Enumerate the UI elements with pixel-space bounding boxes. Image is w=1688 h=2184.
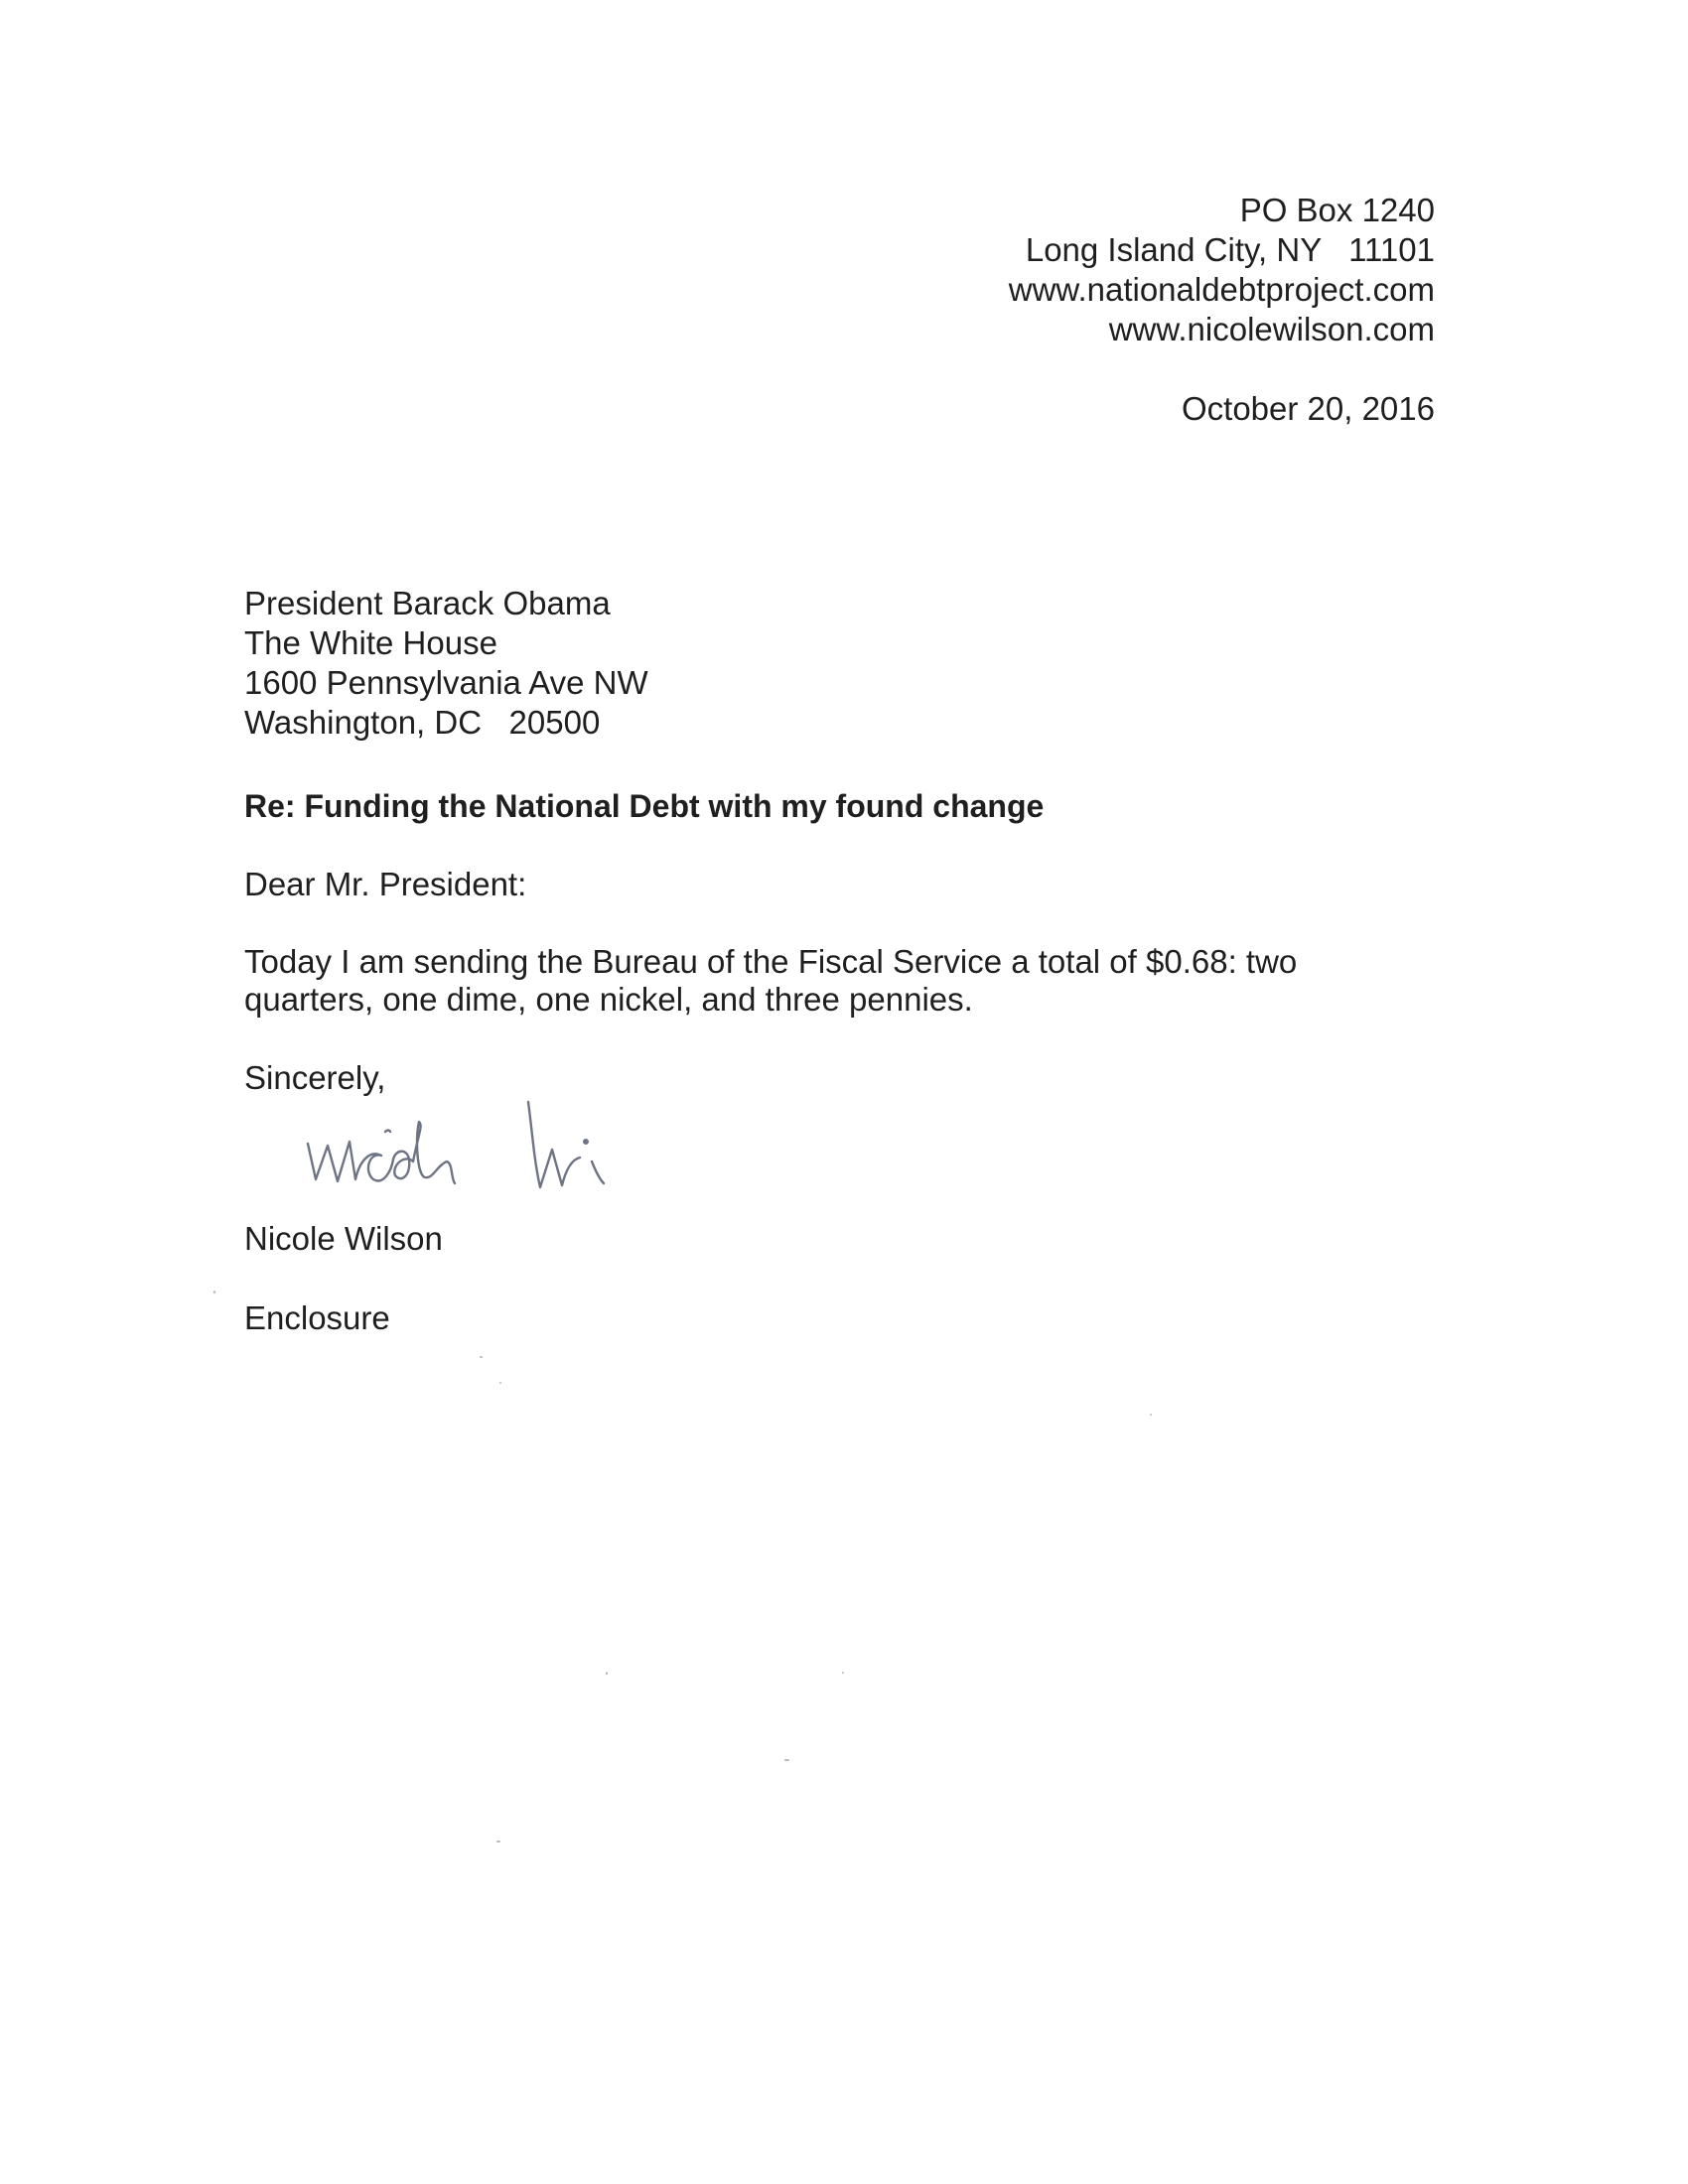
- sender-city-state-zip: Long Island City, NY 11101: [1025, 231, 1435, 268]
- sender-address-block: [1009, 191, 1435, 349]
- recipient-organization: The White House: [244, 624, 497, 661]
- scan-speck: [606, 1672, 608, 1675]
- recipient-name: President Barack Obama: [244, 585, 611, 621]
- handwritten-signature-icon: [298, 1092, 675, 1201]
- sender-website-national-debt-project: www.nationaldebtproject.com: [1008, 271, 1435, 308]
- scan-speck: [496, 1841, 500, 1843]
- recipient-street: 1600 Pennsylvania Ave NW: [244, 664, 648, 701]
- recipient-city-state-zip: Washington, DC 20500: [244, 704, 601, 741]
- scan-speck: [1150, 1414, 1152, 1416]
- enclosure-notation: Enclosure: [244, 1299, 390, 1336]
- salutation: Dear Mr. President:: [244, 866, 527, 902]
- letter-date: October 20, 2016: [1181, 390, 1435, 427]
- scan-speck: [784, 1759, 789, 1761]
- recipient-address-block: [244, 584, 648, 743]
- body-paragraph: Today I am sending the Bureau of the Fiscal Service a total of $0.68: two quarters, one dime, one nickel, and three pennies.: [244, 943, 1298, 1018]
- subject-line: Re: Funding the National Debt with my found change: [244, 788, 1045, 824]
- scan-speck: [480, 1356, 483, 1358]
- scan-speck: [213, 1291, 215, 1294]
- scan-speck: [499, 1382, 501, 1384]
- sender-po-box: PO Box 1240: [1239, 192, 1435, 228]
- closing: Sincerely,: [244, 1059, 386, 1096]
- signer-name: Nicole Wilson: [244, 1220, 443, 1257]
- sender-website-nicole-wilson: www.nicolewilson.com: [1108, 311, 1435, 347]
- scan-speck: [842, 1672, 844, 1674]
